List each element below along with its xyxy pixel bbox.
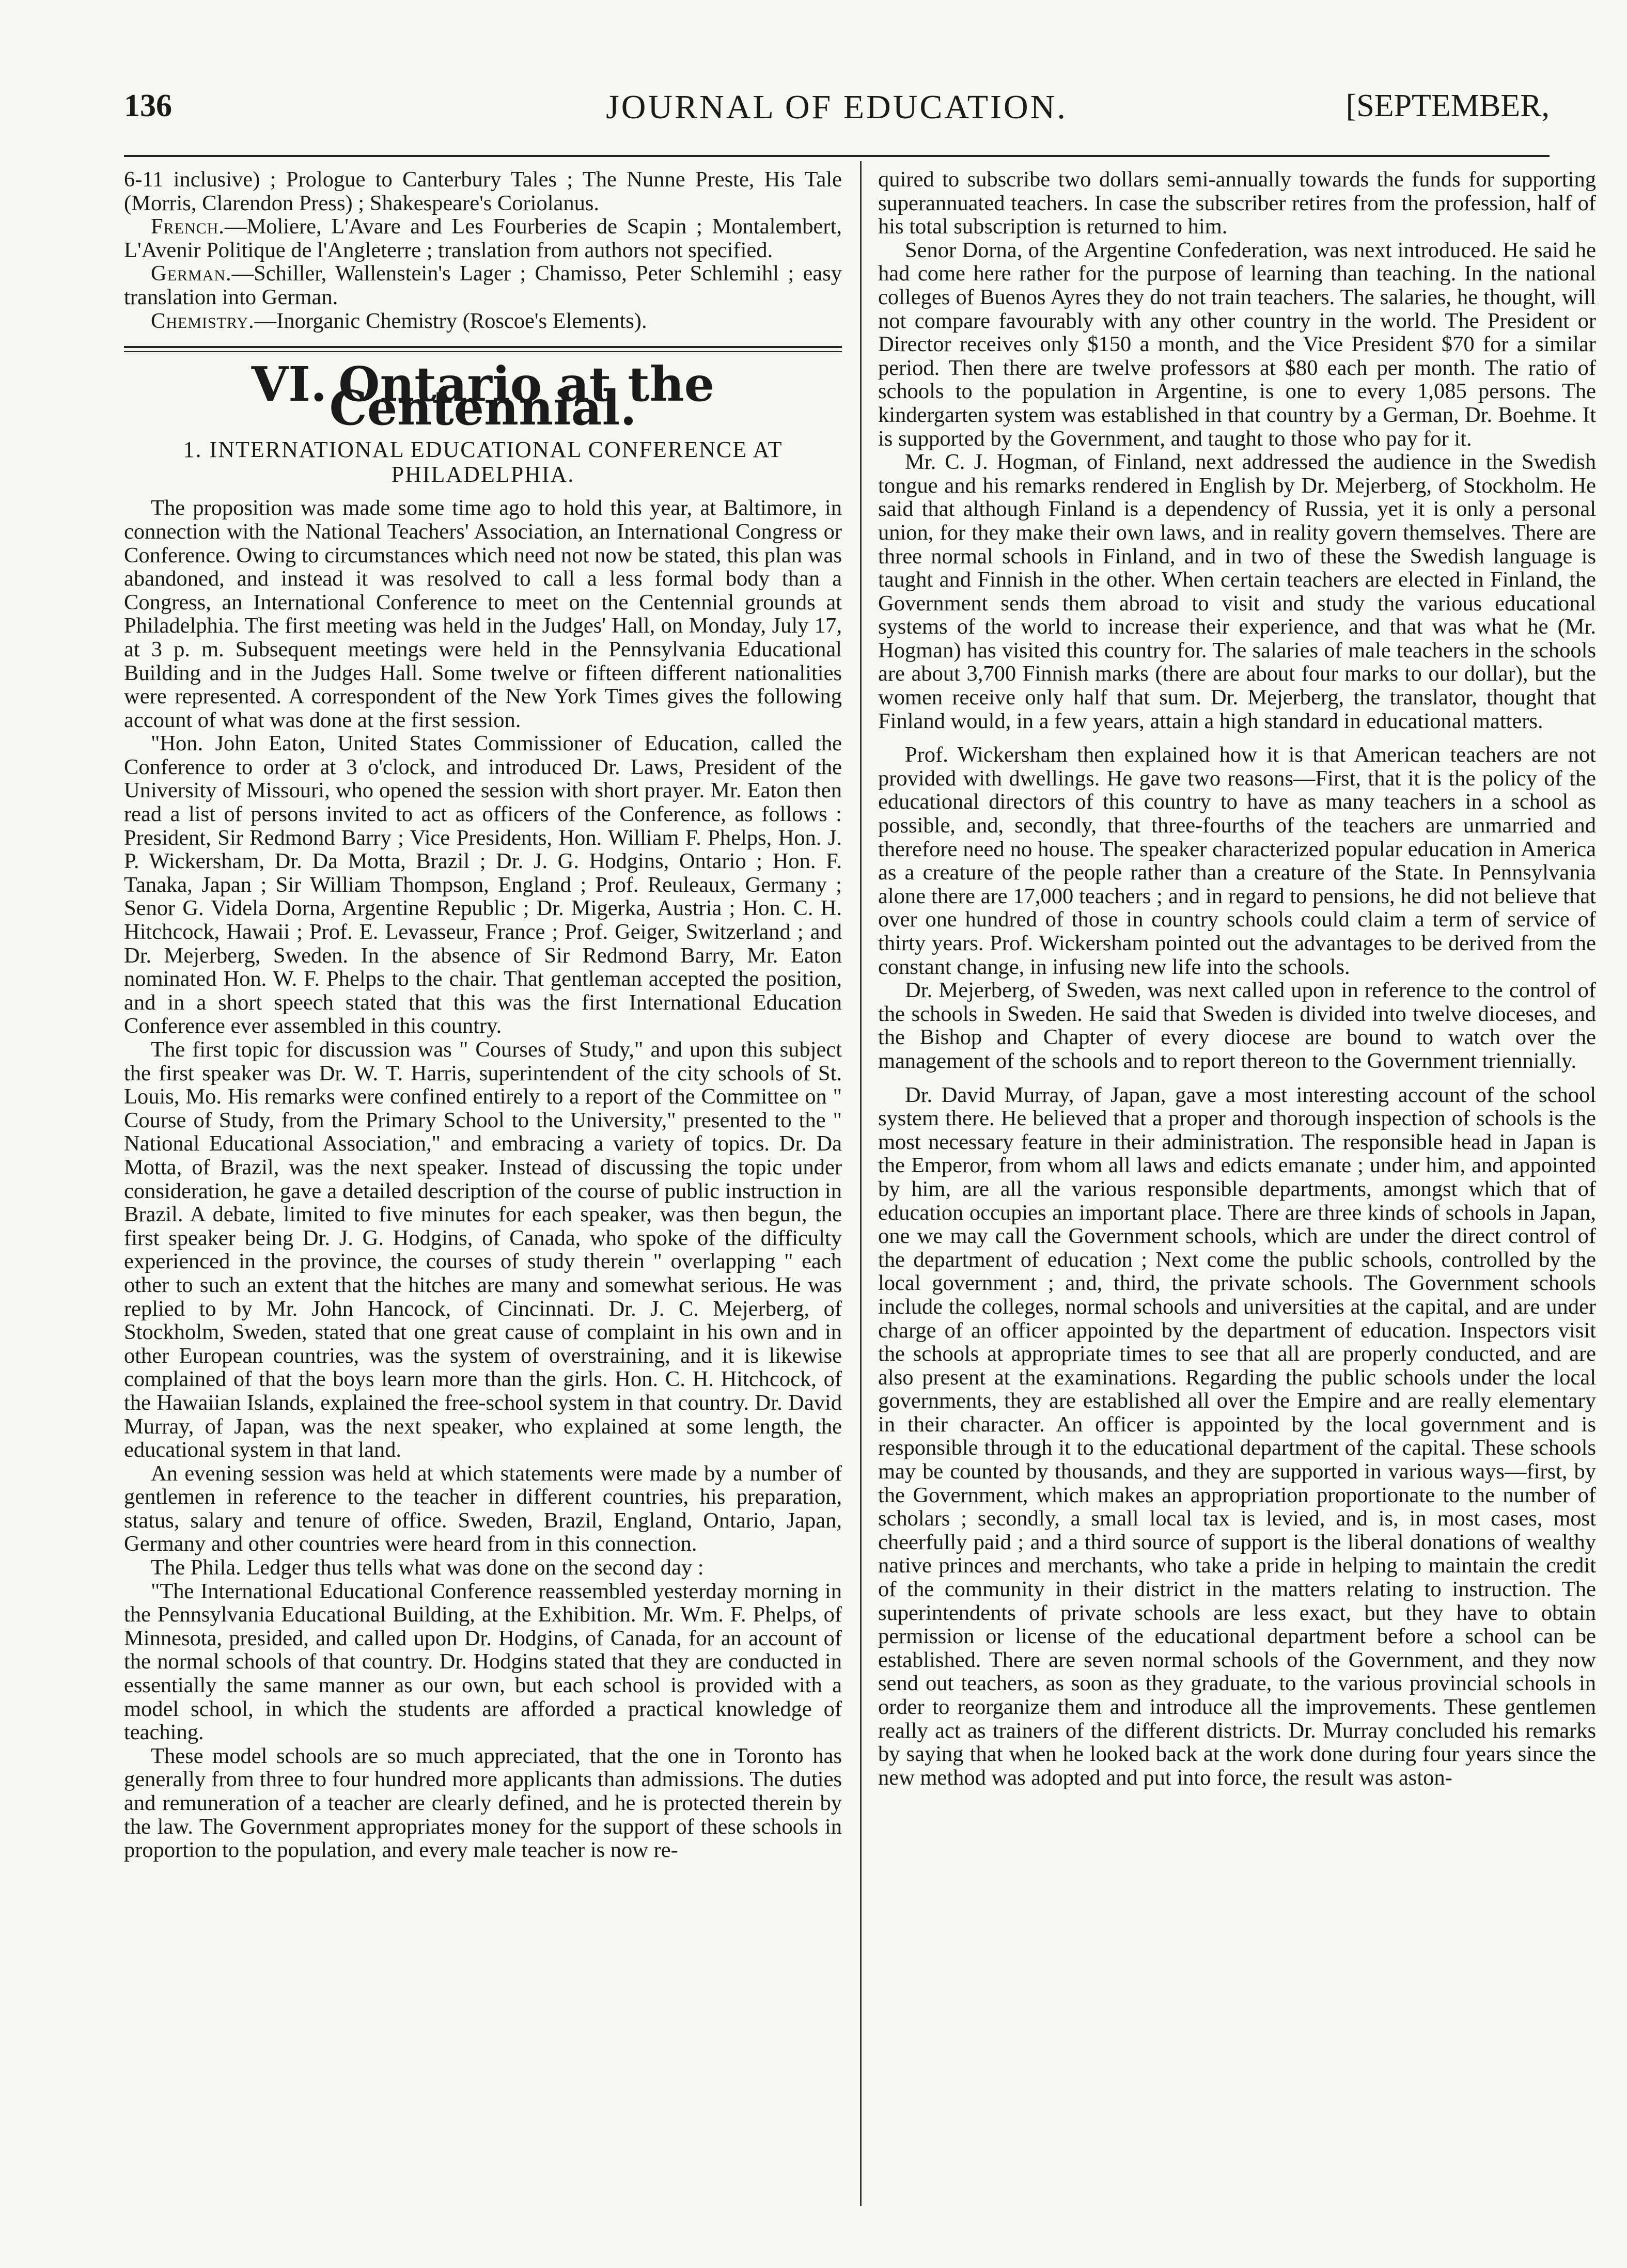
column-divider [860,161,862,2206]
page-number: 136 [124,88,172,123]
german-text: —Schiller, Wallenstein's Lager ; Chamisso, Peter Schlemihl ; easy translation into German. [124,261,842,309]
french-entry [124,215,842,262]
paragraph: Prof. Wickersham then explained how it is that American teachers are not provided with dwellings. He gave two reasons—First, that it is the policy of the educational directors of this country to have as many teachers in a school as possible, and, secondly, that three-fourths of the teachers are unmarried and therefore need no house. The speaker characterized popular education in America as a creature of the people rather than a creature of the State. In Pennsylvania alone there are 17,000 teachers ; and in regard to pensions, he did not believe that over one hundred of those in country schools could claim a term of service of thirty years. Prof. Wickersham pointed out the advantages to be derived from the constant change, in infusing new life into the schools. [878,743,1596,979]
chemistry-text: —Inorganic Chemistry (Roscoe's Elements). [254,308,647,333]
article-title: INTERNATIONAL EDUCATIONAL CONFERENCE AT PHILADELPHIA. [209,437,783,487]
chemistry-label: Chemistry. [151,308,255,333]
left-column [124,168,842,1862]
paragraph: The proposition was made some time ago to hold this year, at Baltimore, in connection with the National Teachers' Association, an International Congress or Conference. Owing to circumstances which need not now be stated, this plan was abandoned, and instead it was resolved to call a less formal body than a Congress, an International Conference to meet on the Centennial grounds at Philadelphia. The first meeting was held in the Judges' Hall, on Monday, July 17, at 3 p. m. Subsequent meetings were held in the Pennsylvania Educational Building and in the Judges Hall. Some twelve or fifteen different nationalities were represented. A correspondent of the New York Times gives the following account of what was done at the first session. [124,496,842,732]
section-rule-thin [124,351,842,352]
french-text: —Moliere, L'Avare and Les Fourberies de Scapin ; Montalembert, L'Avenir Politique de l'Angleterre ; translation from authors not specified. [124,214,842,262]
header-rule [124,155,1550,157]
paragraph: An evening session was held at which statements were made by a number of gentlemen in reference to the teacher in different countries, his preparation, status, salary and tenure of office. Sweden, Brazil, England, Ontario, Japan, Germany and other countries were heard from in this connection. [124,1461,842,1556]
german-label: German. [151,261,232,286]
section-numeral: VI. [251,356,327,413]
continued-paragraph: 6-11 inclusive) ; Prologue to Canterbury Tales ; The Nunne Preste, His Tale (Morris, Clarendon Press) ; Shakespeare's Coriolanus. [124,167,842,215]
paragraph: Dr. Mejerberg, of Sweden, was next called upon in reference to the control of the schools in Sweden. He said that Sweden is divided into twelve dioceses, and the Bishop and Chapter of every diocese are bound to watch over the management of the schools and to report thereon to the Government triennially. [878,978,1596,1073]
running-head [124,88,1550,145]
right-column [878,168,1596,1789]
issue-month: [SEPTEMBER, [1346,88,1550,123]
journal-title: JOURNAL OF EDUCATION. [606,88,1068,126]
paragraph: The Phila. Ledger thus tells what was done on the second day : [151,1555,704,1580]
section-rule-top [124,346,842,348]
chemistry-entry [124,309,842,333]
section-title: Ontario at the Centennial. [329,356,715,436]
paragraph: "Hon. John Eaton, United States Commissioner of Education, called the Conference to order at 3 o'clock, and introduced Dr. Laws, President of the University of Missouri, who opened the session with short prayer. Mr. Eaton then read a list of persons invited to act as officers of the Conference, as follows : President, Sir Redmond Barry ; Vice Presidents, Hon. William F. Phelps, Hon. J. P. Wickersham, Dr. Da Motta, Brazil ; Dr. J. G. Hodgins, Ontario ; Hon. F. Tanaka, Japan ; Sir William Thompson, England ; Prof. Reuleaux, Germany ; Senor G. Videla Dorna, Argentine Republic ; Dr. Migerka, Austria ; Hon. C. H. Hitchcock, Hawaii ; Prof. E. Levasseur, France ; Prof. Geiger, Switzerland ; and Dr. Mejerberg, Sweden. In the absence of Sir Redmond Barry, Mr. Eaton nominated Hon. W. F. Phelps to the chair. That gentleman accepted the position, and in a short speech stated that this was the first International Education Conference ever assembled in this country. [124,731,842,1038]
section-heading [124,356,842,436]
paragraph: These model schools are so much appreciated, that the one in Toronto has generally from three to four hundred more applicants than admissions. The duties and remuneration of a teacher are clearly defined, and he is protected therein by the law. The Government appropriates money for the support of these schools in proportion to the population, and every male teacher is now re- [124,1743,842,1863]
german-entry [124,262,842,309]
paragraph: "The International Educational Conference reassembled yesterday morning in the Pennsylvania Educational Building, at the Exhibition. Mr. Wm. F. Phelps, of Minnesota, presided, and called upon Dr. Hodgins, of Canada, for an account of the normal schools of that country. Dr. Hodgins stated that they are conducted in essentially the same manner as our own, but each school is provided with a model school, in which the students are afforded a practical knowledge of teaching. [124,1579,842,1745]
article-heading [124,437,842,487]
paragraph: Senor Dorna, of the Argentine Confederation, was next introduced. He said he had come here rather for the purpose of learning than teaching. In the national colleges of Buenos Ayres they do not train teachers. The salaries, he thought, will not compare favourably with any other country in the world. The President or Director receives only $150 a month, and the Vice President $70 for a similar period. Then there are twelve professors at $80 each per month. The ratio of schools to the population in Argentine, is one to every 1,085 persons. The kindergarten system was established in that country by a German, Dr. Boehme. It is supported by the Government, and taught to those who pay for it. [878,238,1596,451]
paragraph: Mr. C. J. Hogman, of Finland, next addressed the audience in the Swedish tongue and his remarks rendered in English by Dr. Mejerberg, of Stockholm. He said that although Finland is a dependency of Russia, yet it is only a personal union, for they make their own laws, and in reality govern themselves. There are three normal schools in Finland, and in two of these the Swedish language is taught and Finnish in the other. When certain teachers are elected in Finland, the Government sends them abroad to visit and study the various educational systems of the world to increase their experience, and that was what he (Mr. Hogman) has visited this country for. The salaries of male teachers in the schools are about 3,700 Finnish marks (there are about four marks to our dollar), but the women receive only half that sum. Dr. Mejerberg, the translator, thought that Finland would, in a few years, attain a high standard in educational matters. [878,450,1596,733]
paragraph: The first topic for discussion was " Courses of Study," and upon this subject the first speaker was Dr. W. T. Harris, superintendent of the city schools of St. Louis, Mo. His remarks were confined entirely to a report of the Committee on " Course of Study, from the Primary School to the University," presented to the " National Educational Association," and embracing a variety of topics. Dr. Da Motta, of Brazil, was the next speaker. Instead of discussing the topic under consideration, he gave a detailed description of the course of public instruction in Brazil. A debate, limited to five minutes for each speaker, was then begun, the first speaker being Dr. J. G. Hodgins, of Canada, who spoke of the difficulty experienced in the province, the courses of study therein " overlapping " each other to such an extent that the hitches are many and somewhat serious. He was replied to by Mr. John Hancock, of Cincinnati. Dr. J. C. Mejerberg, of Stockholm, Sweden, stated that one great cause of complaint in his own and in other European countries, was the system of overstraining, and it is likewise complained of that the boys learn more than the girls. Hon. C. H. Hitchcock, of the Hawaiian Islands, explained the free-school system in that country. Dr. David Murray, of Japan, was the next speaker, who explained at some length, the educational system in that land. [124,1037,842,1462]
paragraph: Dr. David Murray, of Japan, gave a most interesting account of the school system there. He believed that a proper and thorough inspection of schools is the most necessary feature in their administration. The responsible head in Japan is the Emperor, from whom all laws and edicts emanate ; under him, and appointed by him, are all the various responsible departments, amongst which that of education occupies an important place. There are three kinds of schools in Japan, one we may call the Government schools, which are under the direct control of the department of education ; Next come the public schools, controlled by the local government ; and, third, the private schools. The Government schools include the colleges, normal schools and universities at the capital, and are under charge of an officer appointed by the department of education. Inspectors visit the schools at appropriate times to see that all are properly conducted, and are also present at the examinations. Regarding the public schools under the local governments, they are established all over the Empire and are really elementary in their character. An officer is appointed by the local government and is responsible through it to the educational department of the capital. These schools may be counted by thousands, and they are supported in various ways—first, by the Government, which makes an appropriation proportionate to the number of scholars ; secondly, a small local tax is levied, and is, in most cases, most cheerfully paid ; and a third source of support is the liberal donations of wealthy native princes and merchants, who take a pride in helping to maintain the credit of the community in their district in the matters relating to instruction. The superintendents of private schools are less exact, but they have to obtain permission or license of the educational department before a school can be established. There are seven normal schools of the Government, and they now send out teachers, as soon as they graduate, to the various provincial schools in order to reorganize them and introduce all the improvements. These gentlemen really act as trainers of the different districts. Dr. Murray concluded his remarks by saying that when he looked back at the work done during four years since the new method was adopted and put into force, the result was aston- [878,1082,1596,1790]
continued-paragraph: quired to subscribe two dollars semi-annually towards the funds for supporting superannuated teachers. In case the subscriber retires from the profession, half of his total subscription is returned to him. [878,167,1596,239]
french-label: French. [151,214,225,239]
article-number: 1. [183,437,202,463]
